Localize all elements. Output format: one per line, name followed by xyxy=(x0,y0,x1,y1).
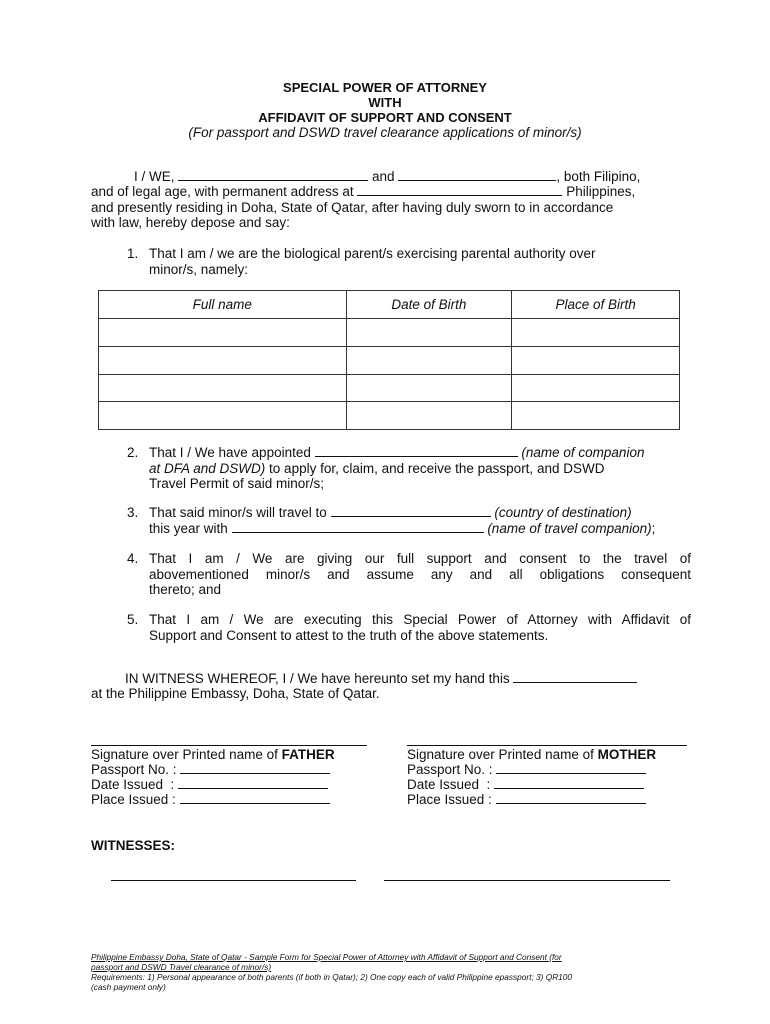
cell-full-name[interactable] xyxy=(99,346,347,374)
destination-blank[interactable] xyxy=(331,505,491,517)
footer-line-2: passport and DSWD Travel clearance of minor/s) xyxy=(91,962,272,972)
cell-full-name[interactable] xyxy=(99,319,347,347)
item-2-line-3: Travel Permit of said minor/s; xyxy=(149,476,325,491)
mother-place-blank[interactable] xyxy=(496,792,646,804)
cell-place-of-birth[interactable] xyxy=(512,346,680,374)
mother-date-blank[interactable] xyxy=(494,777,644,789)
witness-1-signature-line[interactable] xyxy=(111,880,356,881)
item-3-text-a: That said minor/s will travel to xyxy=(149,505,327,520)
cell-place-of-birth[interactable] xyxy=(512,319,680,347)
mother-place-row xyxy=(407,792,646,808)
father-signature-line[interactable] xyxy=(91,745,367,746)
father-place-blank[interactable] xyxy=(180,792,330,804)
item-2-text-b: to apply for, claim, and receive the passport, and DSWD xyxy=(269,460,605,476)
header-place-of-birth: Place of Birth xyxy=(512,291,680,319)
table-row xyxy=(99,374,680,402)
minors-table xyxy=(98,290,680,430)
address-blank[interactable] xyxy=(357,184,562,196)
father-passport-row xyxy=(91,762,330,778)
item-5-line-1: That I am / We are executing this Special Power of Attorney with Affidavit of xyxy=(149,612,691,627)
item-5-number: 5. xyxy=(127,612,139,627)
cell-date-of-birth[interactable] xyxy=(346,402,512,430)
witnesses-label: WITNESSES: xyxy=(91,838,176,853)
father-label-bold: FATHER xyxy=(281,747,335,762)
item-3 xyxy=(127,505,697,536)
cell-full-name[interactable] xyxy=(99,374,347,402)
father-date-blank[interactable] xyxy=(178,777,328,789)
mother-label-bold: MOTHER xyxy=(597,747,657,762)
title-line-1: SPECIAL POWER OF ATTORNEY xyxy=(283,80,487,95)
mother-passport-row xyxy=(407,762,646,778)
header-full-name: Full name xyxy=(99,291,347,319)
item-3-line-1 xyxy=(149,505,697,521)
item-4-number: 4. xyxy=(127,551,139,566)
mother-place-label: Place Issued : xyxy=(407,792,492,807)
item-1-line-2: minor/s, namely: xyxy=(149,261,249,277)
mother-passport-blank[interactable] xyxy=(496,762,646,774)
item-2 xyxy=(127,445,697,492)
subtitle: (For passport and DSWD travel clearance applications of minor/s) xyxy=(188,125,582,140)
item-3-note-b: (name of travel companion) xyxy=(487,520,652,536)
footer-line-4: (cash payment only) xyxy=(91,982,166,992)
father-place-label: Place Issued : xyxy=(91,792,176,807)
item-1-number: 1. xyxy=(127,246,139,261)
item-3-line-2 xyxy=(149,521,697,537)
item-5 xyxy=(127,612,691,643)
witness-text: IN WITNESS WHEREOF, I / We have hereunto set my hand this xyxy=(125,671,510,686)
item-3-text-b: this year with xyxy=(149,520,228,536)
witness-line-2: at the Philippine Embassy, Doha, State of Qatar. xyxy=(91,686,380,701)
item-4-line-2: abovementioned minor/s and assume any and all obligations consequent xyxy=(149,566,691,582)
cell-place-of-birth[interactable] xyxy=(512,402,680,430)
father-signature-label xyxy=(91,747,335,763)
intro-both-filipino: , both Filipino, xyxy=(556,169,641,184)
item-2-line-1 xyxy=(149,445,697,461)
mother-date-label: Date Issued : xyxy=(407,777,491,792)
intro-and: and xyxy=(372,169,395,184)
table-header-row xyxy=(99,291,680,319)
item-3-note-a: (country of destination) xyxy=(494,505,632,520)
footer-line-1: Philippine Embassy Doha, State of Qatar - Sample Form for Special Power of Attorney with Affidavit of Support and Consent (for xyxy=(91,952,562,962)
item-1 xyxy=(127,246,697,277)
footer-line-3: Requirements: 1) Personal appearance of both parents (if both in Qatar); 2) One copy each of valid Philippine epassport; 3) QR100 xyxy=(91,972,573,982)
item-3-number: 3. xyxy=(127,505,139,520)
item-2-note-a: (name of companion xyxy=(521,445,645,460)
intro-line-4: with law, hereby depose and say: xyxy=(91,215,290,230)
witness-line-1 xyxy=(125,671,637,687)
intro-philippines: Philippines, xyxy=(566,184,636,199)
father-label-text: Signature over Printed name of xyxy=(91,747,282,762)
father-passport-label: Passport No. : xyxy=(91,762,177,777)
companion-blank[interactable] xyxy=(315,445,518,457)
travel-companion-blank[interactable] xyxy=(232,521,484,533)
witness-date-blank[interactable] xyxy=(513,671,637,683)
cell-full-name[interactable] xyxy=(99,402,347,430)
intro-line-2 xyxy=(91,184,635,200)
title-line-2: WITH xyxy=(368,95,402,110)
mother-date-row xyxy=(407,777,644,793)
item-4-line-3: thereto; and xyxy=(149,582,222,597)
item-2-line-2 xyxy=(149,461,697,477)
item-2-number: 2. xyxy=(127,445,139,460)
mother-passport-label: Passport No. : xyxy=(407,762,493,777)
father-passport-blank[interactable] xyxy=(180,762,330,774)
cell-date-of-birth[interactable] xyxy=(346,374,512,402)
parent1-blank[interactable] xyxy=(178,169,368,181)
mother-signature-label xyxy=(407,747,656,763)
witness-2-signature-line[interactable] xyxy=(384,880,670,881)
item-3-semicolon: ; xyxy=(651,520,656,536)
mother-label-text: Signature over Printed name of xyxy=(407,747,598,762)
item-1-line-1: That I am / we are the biological parent/s exercising parental authority over xyxy=(149,246,596,261)
parent2-blank[interactable] xyxy=(398,169,556,181)
header-date-of-birth: Date of Birth xyxy=(346,291,512,319)
table-row xyxy=(99,402,680,430)
table-row xyxy=(99,319,680,347)
intro-address: and of legal age, with permanent address at xyxy=(91,184,354,199)
item-2-text-a: That I / We have appointed xyxy=(149,445,311,460)
father-date-row xyxy=(91,777,328,793)
item-5-line-2: Support and Consent to attest to the truth of the above statements. xyxy=(149,627,549,643)
item-2-note-b: at DFA and DSWD) xyxy=(149,460,266,476)
cell-date-of-birth[interactable] xyxy=(346,346,512,374)
intro-line-3: and presently residing in Doha, State of Qatar, after having duly sworn to in accordance xyxy=(91,200,614,215)
father-date-label: Date Issued : xyxy=(91,777,175,792)
item-4 xyxy=(127,551,691,598)
cell-date-of-birth[interactable] xyxy=(346,319,512,347)
father-place-row xyxy=(91,792,330,808)
table-row xyxy=(99,346,680,374)
cell-place-of-birth[interactable] xyxy=(512,374,680,402)
item-4-line-1: That I am / We are giving our full support and consent to the travel of xyxy=(149,551,691,566)
title-line-3: AFFIDAVIT OF SUPPORT AND CONSENT xyxy=(258,110,512,125)
intro-line-1 xyxy=(134,169,640,185)
mother-signature-line[interactable] xyxy=(407,745,687,746)
intro-iwe: I / WE, xyxy=(134,169,175,184)
